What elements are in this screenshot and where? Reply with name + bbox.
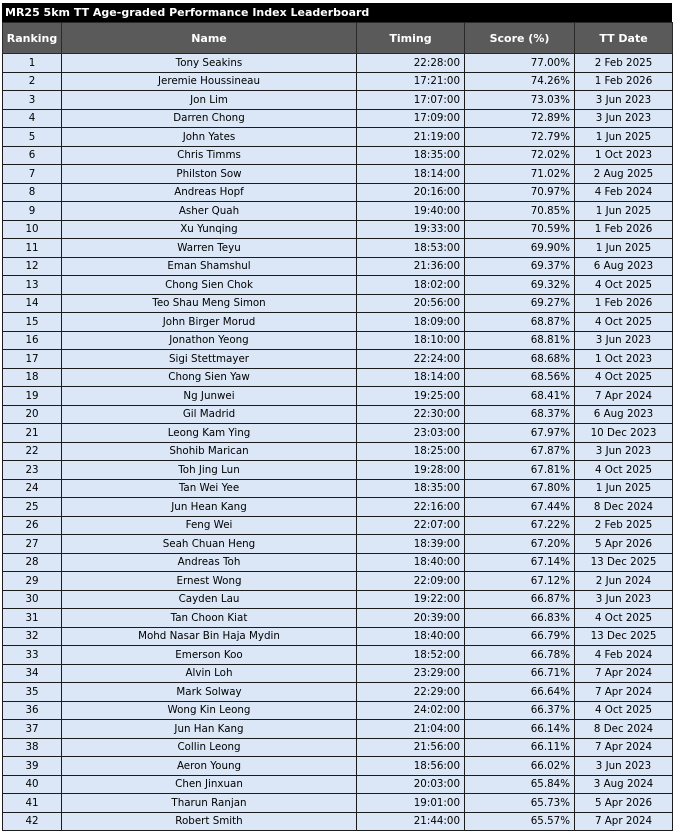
tt-date-cell: 4 Oct 2025 [575,609,673,628]
leaderboard-table [2,22,673,831]
ranking-cell: 34 [3,664,62,683]
table-row [3,387,673,406]
name-cell: Xu Yunqing [62,220,357,239]
name-cell: Alvin Loh [62,664,357,683]
tt-date-cell: 4 Oct 2025 [575,276,673,295]
name-cell: Tan Choon Kiat [62,609,357,628]
score-cell: 67.80% [465,479,575,498]
score-cell: 67.97% [465,424,575,443]
ranking-cell: 23 [3,461,62,480]
name-cell: Sigi Stettmayer [62,350,357,369]
tt-date-cell: 1 Feb 2026 [575,72,673,91]
ranking-cell: 28 [3,553,62,572]
ranking-cell: 32 [3,627,62,646]
table-body [3,54,673,831]
name-cell: Tony Seakins [62,54,357,73]
timing-cell: 21:04:00 [357,720,465,739]
tt-date-cell: 6 Aug 2023 [575,257,673,276]
timing-cell: 22:09:00 [357,572,465,591]
table-row [3,646,673,665]
tt-date-cell: 4 Oct 2025 [575,313,673,332]
name-cell: John Birger Morud [62,313,357,332]
score-cell: 67.44% [465,498,575,517]
timing-cell: 19:25:00 [357,387,465,406]
tt-date-cell: 1 Jun 2025 [575,239,673,258]
table-row [3,720,673,739]
timing-cell: 18:35:00 [357,479,465,498]
timing-cell: 18:14:00 [357,368,465,387]
name-cell: Ng Junwei [62,387,357,406]
header-timing: Timing [357,23,465,54]
ranking-cell: 41 [3,794,62,813]
timing-cell: 22:30:00 [357,405,465,424]
score-cell: 70.97% [465,183,575,202]
table-row [3,683,673,702]
score-cell: 65.84% [465,775,575,794]
table-row [3,757,673,776]
header-tt-date: TT Date [575,23,673,54]
score-cell: 67.81% [465,461,575,480]
ranking-cell: 21 [3,424,62,443]
score-cell: 66.87% [465,590,575,609]
ranking-cell: 12 [3,257,62,276]
score-cell: 68.56% [465,368,575,387]
score-cell: 70.85% [465,202,575,221]
ranking-cell: 18 [3,368,62,387]
ranking-cell: 6 [3,146,62,165]
score-cell: 72.79% [465,128,575,147]
tt-date-cell: 4 Feb 2024 [575,646,673,665]
table-row [3,516,673,535]
name-cell: Jun Hean Kang [62,498,357,517]
ranking-cell: 35 [3,683,62,702]
score-cell: 68.68% [465,350,575,369]
name-cell: Darren Chong [62,109,357,128]
score-cell: 65.73% [465,794,575,813]
timing-cell: 20:39:00 [357,609,465,628]
timing-cell: 19:40:00 [357,202,465,221]
name-cell: Jeremie Houssineau [62,72,357,91]
name-cell: Tan Wei Yee [62,479,357,498]
timing-cell: 18:40:00 [357,553,465,572]
timing-cell: 17:07:00 [357,91,465,110]
table-row [3,627,673,646]
score-cell: 70.59% [465,220,575,239]
table-row [3,442,673,461]
name-cell: Chen Jinxuan [62,775,357,794]
tt-date-cell: 4 Oct 2025 [575,701,673,720]
score-cell: 66.11% [465,738,575,757]
score-cell: 71.02% [465,165,575,184]
tt-date-cell: 5 Apr 2026 [575,794,673,813]
ranking-cell: 22 [3,442,62,461]
timing-cell: 18:25:00 [357,442,465,461]
table-row [3,609,673,628]
name-cell: Shohib Marican [62,442,357,461]
table-row [3,313,673,332]
ranking-cell: 42 [3,812,62,831]
tt-date-cell: 7 Apr 2024 [575,664,673,683]
ranking-cell: 3 [3,91,62,110]
name-cell: Chong Sien Yaw [62,368,357,387]
ranking-cell: 5 [3,128,62,147]
tt-date-cell: 4 Oct 2025 [575,461,673,480]
score-cell: 66.37% [465,701,575,720]
table-row [3,220,673,239]
timing-cell: 18:56:00 [357,757,465,776]
ranking-cell: 1 [3,54,62,73]
table-row [3,202,673,221]
tt-date-cell: 5 Apr 2026 [575,535,673,554]
timing-cell: 18:10:00 [357,331,465,350]
name-cell: Leong Kam Ying [62,424,357,443]
ranking-cell: 40 [3,775,62,794]
name-cell: Cayden Lau [62,590,357,609]
timing-cell: 21:56:00 [357,738,465,757]
score-cell: 69.37% [465,257,575,276]
ranking-cell: 4 [3,109,62,128]
timing-cell: 22:16:00 [357,498,465,517]
timing-cell: 19:33:00 [357,220,465,239]
name-cell: Emerson Koo [62,646,357,665]
tt-date-cell: 1 Jun 2025 [575,202,673,221]
timing-cell: 21:44:00 [357,812,465,831]
tt-date-cell: 3 Jun 2023 [575,331,673,350]
score-cell: 68.81% [465,331,575,350]
timing-cell: 18:09:00 [357,313,465,332]
table-row [3,294,673,313]
ranking-cell: 26 [3,516,62,535]
timing-cell: 18:14:00 [357,165,465,184]
ranking-cell: 39 [3,757,62,776]
score-cell: 67.12% [465,572,575,591]
table-row [3,109,673,128]
ranking-cell: 2 [3,72,62,91]
name-cell: Philston Sow [62,165,357,184]
tt-date-cell: 2 Feb 2025 [575,54,673,73]
table-row [3,72,673,91]
tt-date-cell: 10 Dec 2023 [575,424,673,443]
ranking-cell: 33 [3,646,62,665]
score-cell: 68.41% [465,387,575,406]
name-cell: John Yates [62,128,357,147]
table-row [3,146,673,165]
table-row [3,479,673,498]
tt-date-cell: 3 Jun 2023 [575,109,673,128]
score-cell: 65.57% [465,812,575,831]
ranking-cell: 9 [3,202,62,221]
table-row [3,535,673,554]
timing-cell: 19:01:00 [357,794,465,813]
timing-cell: 24:02:00 [357,701,465,720]
score-cell: 69.90% [465,239,575,258]
name-cell: Collin Leong [62,738,357,757]
tt-date-cell: 13 Dec 2025 [575,553,673,572]
score-cell: 66.64% [465,683,575,702]
ranking-cell: 25 [3,498,62,517]
name-cell: Jon Lim [62,91,357,110]
tt-date-cell: 3 Jun 2023 [575,590,673,609]
ranking-cell: 29 [3,572,62,591]
score-cell: 72.02% [465,146,575,165]
table-row [3,54,673,73]
timing-cell: 22:24:00 [357,350,465,369]
name-cell: Robert Smith [62,812,357,831]
timing-cell: 22:28:00 [357,54,465,73]
ranking-cell: 31 [3,609,62,628]
name-cell: Seah Chuan Heng [62,535,357,554]
ranking-cell: 11 [3,239,62,258]
tt-date-cell: 3 Jun 2023 [575,757,673,776]
tt-date-cell: 1 Feb 2026 [575,294,673,313]
table-row [3,405,673,424]
ranking-cell: 14 [3,294,62,313]
tt-date-cell: 1 Oct 2023 [575,350,673,369]
name-cell: Chris Timms [62,146,357,165]
timing-cell: 19:22:00 [357,590,465,609]
ranking-cell: 17 [3,350,62,369]
table-row [3,239,673,258]
table-row [3,424,673,443]
timing-cell: 20:03:00 [357,775,465,794]
table-row [3,794,673,813]
table-row [3,183,673,202]
ranking-cell: 7 [3,165,62,184]
ranking-cell: 24 [3,479,62,498]
name-cell: Gil Madrid [62,405,357,424]
ranking-cell: 16 [3,331,62,350]
score-cell: 68.87% [465,313,575,332]
table-row [3,368,673,387]
timing-cell: 21:36:00 [357,257,465,276]
tt-date-cell: 1 Feb 2026 [575,220,673,239]
table-row [3,812,673,831]
timing-cell: 22:07:00 [357,516,465,535]
tt-date-cell: 8 Dec 2024 [575,498,673,517]
tt-date-cell: 7 Apr 2024 [575,683,673,702]
name-cell: Chong Sien Chok [62,276,357,295]
tt-date-cell: 1 Jun 2025 [575,128,673,147]
name-cell: Mohd Nasar Bin Haja Mydin [62,627,357,646]
ranking-cell: 15 [3,313,62,332]
score-cell: 67.87% [465,442,575,461]
timing-cell: 21:19:00 [357,128,465,147]
ranking-cell: 37 [3,720,62,739]
header-ranking: Ranking [3,23,62,54]
score-cell: 74.26% [465,72,575,91]
table-row [3,276,673,295]
ranking-cell: 38 [3,738,62,757]
name-cell: Tharun Ranjan [62,794,357,813]
timing-cell: 18:02:00 [357,276,465,295]
tt-date-cell: 6 Aug 2023 [575,405,673,424]
name-cell: Andreas Toh [62,553,357,572]
timing-cell: 22:29:00 [357,683,465,702]
name-cell: Ernest Wong [62,572,357,591]
table-row [3,350,673,369]
score-cell: 69.32% [465,276,575,295]
table-row [3,572,673,591]
timing-cell: 18:40:00 [357,627,465,646]
tt-date-cell: 4 Feb 2024 [575,183,673,202]
timing-cell: 18:52:00 [357,646,465,665]
timing-cell: 19:28:00 [357,461,465,480]
score-cell: 66.02% [465,757,575,776]
score-cell: 66.71% [465,664,575,683]
name-cell: Toh Jing Lun [62,461,357,480]
score-cell: 66.14% [465,720,575,739]
tt-date-cell: 2 Feb 2025 [575,516,673,535]
name-cell: Mark Solway [62,683,357,702]
tt-date-cell: 3 Jun 2023 [575,91,673,110]
table-row [3,165,673,184]
table-row [3,91,673,110]
timing-cell: 23:03:00 [357,424,465,443]
score-cell: 67.20% [465,535,575,554]
tt-date-cell: 1 Jun 2025 [575,479,673,498]
name-cell: Warren Teyu [62,239,357,258]
timing-cell: 20:56:00 [357,294,465,313]
tt-date-cell: 13 Dec 2025 [575,627,673,646]
table-row [3,128,673,147]
tt-date-cell: 3 Jun 2023 [575,442,673,461]
tt-date-cell: 2 Aug 2025 [575,165,673,184]
table-row [3,775,673,794]
score-cell: 68.37% [465,405,575,424]
timing-cell: 18:39:00 [357,535,465,554]
table-row [3,498,673,517]
table-row [3,461,673,480]
name-cell: Wong Kin Leong [62,701,357,720]
name-cell: Feng Wei [62,516,357,535]
tt-date-cell: 1 Oct 2023 [575,146,673,165]
timing-cell: 23:29:00 [357,664,465,683]
timing-cell: 18:35:00 [357,146,465,165]
header-score: Score (%) [465,23,575,54]
score-cell: 69.27% [465,294,575,313]
table-row [3,553,673,572]
score-cell: 66.83% [465,609,575,628]
tt-date-cell: 3 Aug 2024 [575,775,673,794]
score-cell: 67.22% [465,516,575,535]
name-cell: Jun Han Kang [62,720,357,739]
ranking-cell: 30 [3,590,62,609]
table-row [3,257,673,276]
ranking-cell: 10 [3,220,62,239]
tt-date-cell: 8 Dec 2024 [575,720,673,739]
score-cell: 72.89% [465,109,575,128]
timing-cell: 18:53:00 [357,239,465,258]
ranking-cell: 36 [3,701,62,720]
tt-date-cell: 2 Jun 2024 [575,572,673,591]
ranking-cell: 27 [3,535,62,554]
ranking-cell: 13 [3,276,62,295]
tt-date-cell: 7 Apr 2024 [575,812,673,831]
header-row [3,23,673,54]
table-row [3,590,673,609]
leaderboard-sheet [2,3,672,831]
name-cell: Jonathon Yeong [62,331,357,350]
score-cell: 66.79% [465,627,575,646]
name-cell: Eman Shamshul [62,257,357,276]
table-row [3,738,673,757]
tt-date-cell: 7 Apr 2024 [575,387,673,406]
name-cell: Teo Shau Meng Simon [62,294,357,313]
ranking-cell: 19 [3,387,62,406]
header-name: Name [62,23,357,54]
score-cell: 73.03% [465,91,575,110]
name-cell: Asher Quah [62,202,357,221]
ranking-cell: 20 [3,405,62,424]
name-cell: Aeron Young [62,757,357,776]
score-cell: 66.78% [465,646,575,665]
tt-date-cell: 4 Oct 2025 [575,368,673,387]
table-row [3,331,673,350]
leaderboard-title: MR25 5km TT Age-graded Performance Index Leaderboard [2,3,672,22]
score-cell: 77.00% [465,54,575,73]
timing-cell: 17:09:00 [357,109,465,128]
timing-cell: 17:21:00 [357,72,465,91]
table-row [3,701,673,720]
tt-date-cell: 7 Apr 2024 [575,738,673,757]
name-cell: Andreas Hopf [62,183,357,202]
table-row [3,664,673,683]
timing-cell: 20:16:00 [357,183,465,202]
ranking-cell: 8 [3,183,62,202]
score-cell: 67.14% [465,553,575,572]
